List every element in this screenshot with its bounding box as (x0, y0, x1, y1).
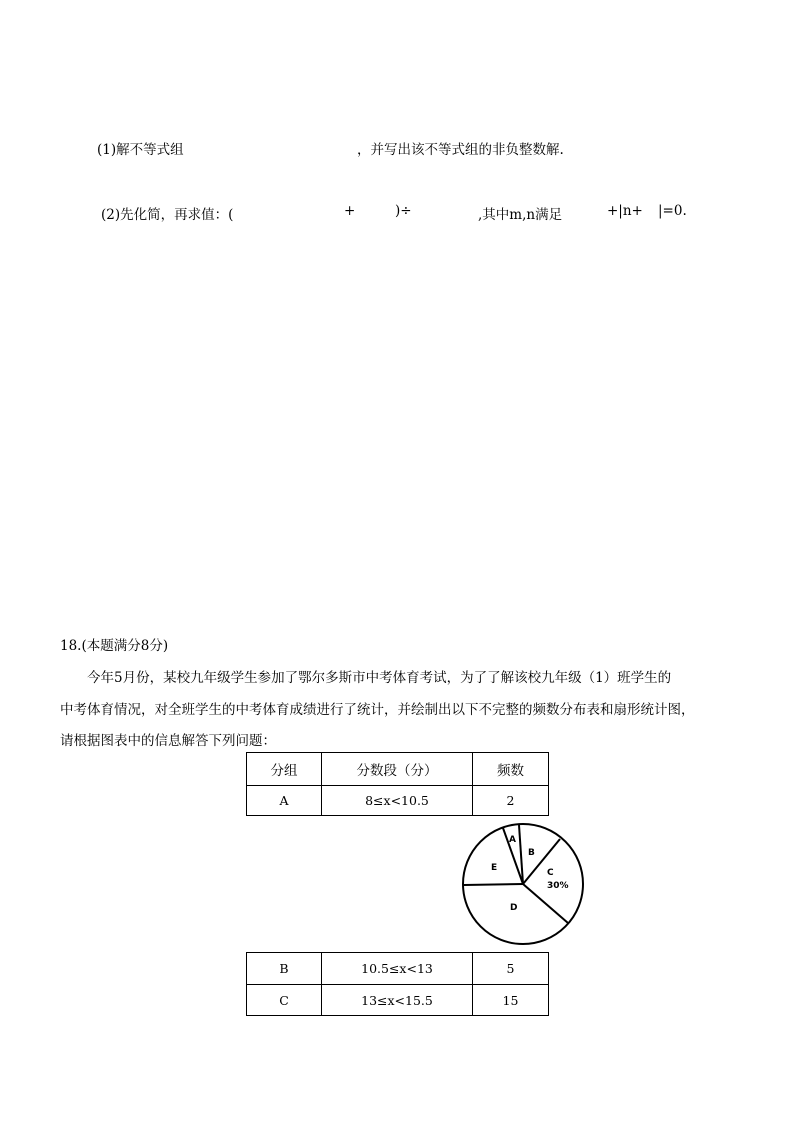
q18-heading: 18.(本题满分8分) (60, 638, 169, 654)
cell-frequency: 2 (473, 786, 549, 816)
header-score-range: 分数段（分） (322, 753, 473, 786)
pie-divider-d-e (464, 884, 523, 885)
q17-part2-text: (2)先化简，再求值：( (101, 207, 234, 223)
header-group: 分组 (247, 753, 322, 786)
pie-divider-b-c (523, 839, 560, 884)
table-header-row (247, 753, 549, 786)
cell-frequency: 15 (473, 985, 549, 1016)
cell-range: 13≤x<15.5 (322, 985, 473, 1016)
pie-label-a: A (509, 835, 516, 845)
q17-part2-plus: + (344, 203, 356, 219)
q18-paragraph-line1: 今年5月份，某校九年级学生参加了鄂尔多斯市中考体育考试，为了了解该校九年级（1）班学生的 (87, 670, 672, 686)
pie-label-b: B (528, 848, 535, 858)
q17-part2-condition: ,其中m,n满足 (478, 207, 563, 223)
q17-part2-abs: +|n+ (607, 203, 643, 219)
table-row (247, 985, 549, 1016)
q17-part2-end: |=0. (658, 203, 687, 219)
cell-group: A (247, 786, 322, 816)
pie-label-c: C (547, 868, 554, 878)
q18-paragraph-line2: 中考体育情况，对全班学生的中考体育成绩进行了统计，并绘制出以下不完整的频数分布表和扇形统计图， (60, 702, 695, 718)
q17-part1-text: (1)解不等式组 (97, 142, 184, 158)
frequency-table-bottom (246, 952, 549, 1016)
cell-frequency: 5 (473, 953, 549, 985)
table-row (247, 786, 549, 816)
pie-label-e: E (491, 863, 498, 873)
table-row (247, 953, 549, 985)
cell-group: C (247, 985, 322, 1016)
q18-paragraph-line3: 请根据图表中的信息解答下列问题： (60, 733, 276, 749)
q17-part2-div: )÷ (395, 203, 412, 219)
frequency-table-top (246, 752, 549, 816)
cell-range: 10.5≤x<13 (322, 953, 473, 985)
pie-chart (455, 816, 595, 952)
pie-label-c-percent: 30% (547, 881, 569, 891)
pie-label-d: D (510, 903, 518, 913)
q17-part1-text-end: ，并写出该不等式组的非负整数解. (357, 142, 564, 158)
header-frequency: 频数 (473, 753, 549, 786)
cell-group: B (247, 953, 322, 985)
cell-range: 8≤x<10.5 (322, 786, 473, 816)
